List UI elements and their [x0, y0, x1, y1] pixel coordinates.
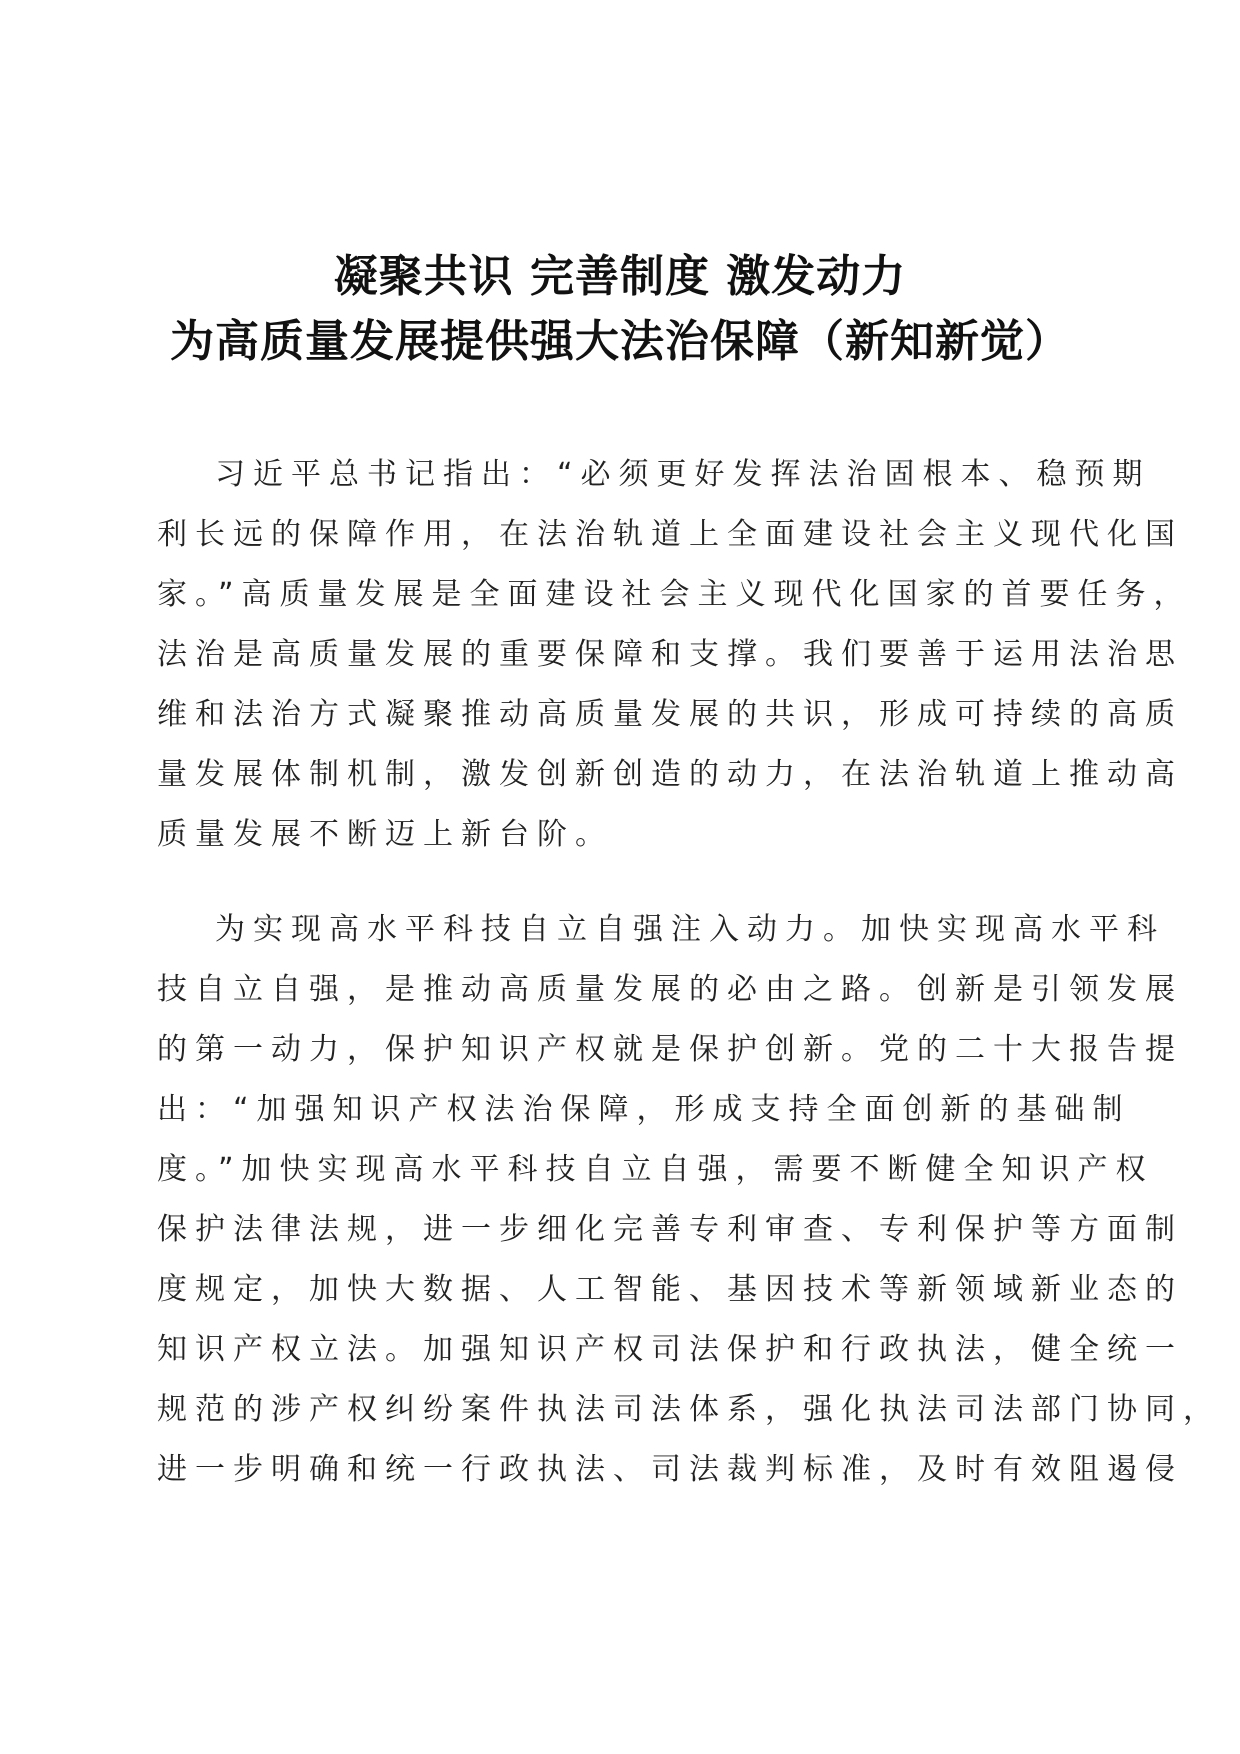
paragraph-line: 习近平总书记指出：“必须更好发挥法治固根本、稳预期 [215, 457, 1151, 492]
paragraph-line: 的第一动力，保护知识产权就是保护创新。党的二十大报告提 [157, 1032, 1183, 1067]
paragraph-line: 出：“加强知识产权法治保障，形成支持全面创新的基础制 [157, 1092, 1131, 1127]
paragraph-line: 保护法律法规，进一步细化完善专利审查、专利保护等方面制 [157, 1212, 1183, 1247]
paragraph-line: 法治是高质量发展的重要保障和支撑。我们要善于运用法治思 [157, 637, 1183, 672]
page-title-line-2: 为高质量发展提供强大法治保障（新知新觉） [170, 316, 1070, 367]
paragraph-line: 利长远的保障作用，在法治轨道上全面建设社会主义现代化国 [157, 517, 1183, 552]
paragraph-line: 为实现高水平科技自立自强注入动力。加快实现高水平科 [215, 912, 1165, 947]
paragraph-line: 度规定，加快大数据、人工智能、基因技术等新领域新业态的 [157, 1272, 1183, 1307]
paragraph-line: 家。”高质量发展是全面建设社会主义现代化国家的首要任务， [157, 577, 1192, 612]
paragraph-1 [157, 445, 1192, 865]
paragraph-line: 质量发展不断迈上新台阶。 [157, 817, 613, 852]
paragraph-line: 进一步明确和统一行政执法、司法裁判标准，及时有效阻遏侵 [157, 1452, 1183, 1487]
page-title-line-1: 凝聚共识 完善制度 激发动力 [333, 251, 907, 302]
paragraph-line: 量发展体制机制，激发创新创造的动力，在法治轨道上推动高 [157, 757, 1183, 792]
paragraph-line: 知识产权立法。加强知识产权司法保护和行政执法，健全统一 [157, 1332, 1183, 1367]
paragraph-line: 技自立自强，是推动高质量发展的必由之路。创新是引领发展 [157, 972, 1183, 1007]
paragraph-line: 度。”加快实现高水平科技自立自强，需要不断健全知识产权 [157, 1152, 1154, 1187]
paragraph-2 [157, 900, 1221, 1500]
paragraph-line: 规范的涉产权纠纷案件执法司法体系，强化执法司法部门协同， [157, 1392, 1221, 1427]
paragraph-line: 维和法治方式凝聚推动高质量发展的共识，形成可持续的高质 [157, 697, 1183, 732]
